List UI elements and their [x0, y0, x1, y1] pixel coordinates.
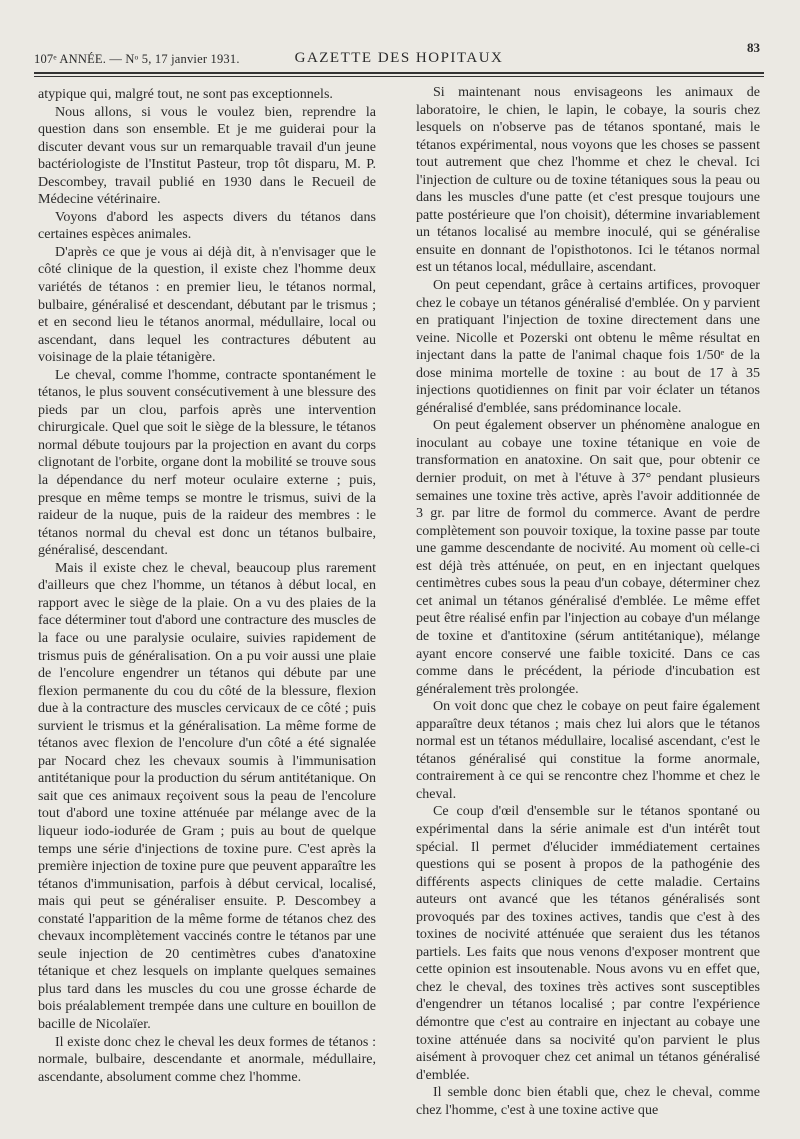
paragraph: Voyons d'abord les aspects divers du tétanos dans certaines espèces animales. — [38, 208, 376, 243]
paragraph: Ce coup d'œil d'ensemble sur le tétanos spontané ou expérimental dans la série animale est d'un intérêt tout spécial. Il permet d'élucider immédiatement certaines questions qui se posent à propos de la pathogénie des différents aspects cliniques de cette maladie. Certains auteurs ont avancé que les tétanos généralisés sont provoqués par des toxines actives, tandis que c'est à des toxines de nocivité atténuée que seraient dus les tétanos partiels. Les faits que nous venons d'exposer montrent que cette opinion est insoutenable. Nous avons vu en effet que, chez le cheval, des toxines très actives sont susceptibles d'engendrer un tétanos localisé ; par contre l'expérience démontre que c'est au contraire en injectant au cobaye une toxine atténuée dans sa nocivité qu'on parvient le plus aisément à provoquer chez cet animal un tétanos généralisé d'emblée. — [416, 803, 760, 1083]
page-number: 83 — [747, 40, 760, 55]
header-rule-thin — [34, 76, 764, 77]
paragraph: Si maintenant nous envisageons les animaux de laboratoire, le chien, le lapin, le cobaye, la souris chez lesquels on n'observe pas de tétanos spontané, mais le tétanos expérimental, nous voyons que les choses se passent tout autrement que chez l'homme et chez le cheval. Ici l'injection de culture ou de toxine tétaniques sous la peau ou dans les muscles d'une patte (et c'est presque toujours une patte postérieure que l'on choisit), détermine invariablement un tétanos localisé au membre inoculé, qui se généralise ensuite en donnant de l'opisthotonos. Ici le tétanos normal est un tétanos local, médullaire, ascendant. — [416, 84, 760, 276]
paragraph: D'après ce que je vous ai déjà dit, à n'envisager que le côté clinique de la question, il existe chez l'homme deux variétés de tétanos : en premier lieu, le tétanos normal, bulbaire, généralisé et descendant, débutant par le trismus ; et en second lieu le tétanos anormal, médullaire, local ou ascendant, dans lequel les contractures débutent au voisinage de la plaie tétanigère. — [38, 243, 376, 366]
page-header — [34, 40, 764, 74]
journal-title: GAZETTE DES HOPITAUX — [294, 50, 504, 66]
paragraph: Il existe donc chez le cheval les deux formes de tétanos : normale, bulbaire, descendante et anormale, médullaire, ascendante, absolument comme chez l'homme. — [38, 1033, 376, 1085]
left-column — [38, 86, 376, 1086]
paragraph: Mais il existe chez le cheval, beaucoup plus rarement d'ailleurs que chez l'homme, un tétanos à début local, en rapport avec le siège de la plaie. On a vu des plaies de la face déterminer tout d'abord une contracture des muscles de la face ou une paralysie oculaire, suivies rapidement de trismus puis de généralisation. On a pu voir aussi une plaie de l'encolure engendrer un tétanos qui débute par une flexion permanente du cou du côté de la blessure, flexion due à la contracture des muscles cervicaux de ce côté ; puis survient le trismus et la généralisation. La même forme de tétanos avec flexion de l'encolure d'un côté a été signalée par Nocard chez les chevaux soumis à l'immunisation antitétanique pour la production du sérum antitétanique. On sait que ces animaux reçoivent sous la peau de l'encolure tout d'abord une toxine atténuée par mélange avec de la liqueur iodo-iodurée de Gram ; puis au bout de quelque temps une série d'injections de toxine pure. C'est après la première injection de toxine pure que peuvent apparaître les tétanos d'immunisation, parfois à début cervical, localisé, mais qui peut se généraliser ensuite. P. Descombey a constaté l'apparition de la même forme de tétanos chez des chevaux incomplètement vaccinés contre le tétanos par une seule injection de 20 centimètres cubes d'anatoxine tétanique et chez lesquels on implante quelques semaines plus tard dans les muscles du cou une grosse écharde de bois préalablement trempée dans une culture en bouillon de bacille de Nicolaïer. — [38, 559, 376, 1032]
paragraph: On voit donc que chez le cobaye on peut faire également apparaître deux tétanos ; mais chez lui alors que le tétanos normal est un tétanos médullaire, localisé ascendant, c'est le tétanos généralisé qui constitue la forme anormale, contrairement à ce qui se rencontre chez l'homme et chez le cheval. — [416, 698, 760, 802]
header-rule — [34, 72, 764, 74]
paragraph: Il semble donc bien établi que, chez le cheval, comme chez l'homme, c'est à une toxine active que — [416, 1084, 760, 1118]
paragraph: On peut également observer un phénomène analogue en inoculant au cobaye une toxine tétanique en voie de transformation en anatoxine. On sait que, pour obtenir ce dernier produit, on met à l'étuve à 37° pendant plusieurs semaines une toxine très active, après l'avoir additionnée de 3 gr. par litre de formol du commerce. Avant de perdre complètement son pouvoir toxique, la toxine passe par toute une gamme descendante de nocivité. Au moment où celle-ci est déjà très atténuée, on peut, en en injectant quelques centimètres cubes sous la peau d'un cobaye, déterminer chez cet animal un tétanos généralisé d'emblée. Le même effet peut être réalisé enfin par l'injection au cobaye d'un mélange de toxine et d'antitoxine (sérum antitétanique), mélange ayant encore conservé une faible toxicité. Dans ce cas comme dans le précédent, la période d'incubation est généralement très prolongée. — [416, 417, 760, 697]
paragraph: atypique qui, malgré tout, ne sont pas exceptionnels. — [38, 86, 333, 102]
paragraph: Le cheval, comme l'homme, contracte spontanément le tétanos, le plus souvent consécutivement à une blessure des pieds par un clou, parfois après une intervention chirurgicale. Quel que soit le siège de la blessure, le tétanos normal débute toujours par la projection en avant du corps clignotant de l'orbite, organe dont la mobilité se trouve sous la dépendance du nerf moteur oculaire externe ; puis, presque en même temps se montre le trismus, suivi de la raideur de la nuque, puis de la raideur des membres : le tétanos normal du cheval est donc un tétanos bulbaire, généralisé, descendant. — [38, 366, 376, 559]
paragraph: Nous allons, si vous le voulez bien, reprendre la question dans son ensemble. Et je me guiderai pour la discuter devant vous sur un remarquable travail d'un jeune bactériologiste de l'Institut Pasteur, trop tôt disparu, M. P. Descombey, travail publié en 1930 dans le Recueil de Médecine vétérinaire. — [38, 103, 376, 208]
right-column — [416, 84, 760, 1119]
paragraph: On peut cependant, grâce à certains artifices, provoquer chez le cobaye un tétanos généralisé d'emblée. On y parvient en pratiquant l'injection de toxine directement dans une veine. Nicolle et Pozerski ont obtenu le même résultat en injectant dans la patte de l'animal chaque fois 1/50ᵉ de la dose minima mortelle de toxine : au bout de 17 à 35 injections quotidiennes on finit par voir éclater un tétanos généralisé d'emblée, sans prédominance locale. — [416, 277, 760, 416]
issue-line: 107ᵉ ANNÉE. — Nᵒ 5, 17 janvier 1931. — [34, 52, 240, 66]
